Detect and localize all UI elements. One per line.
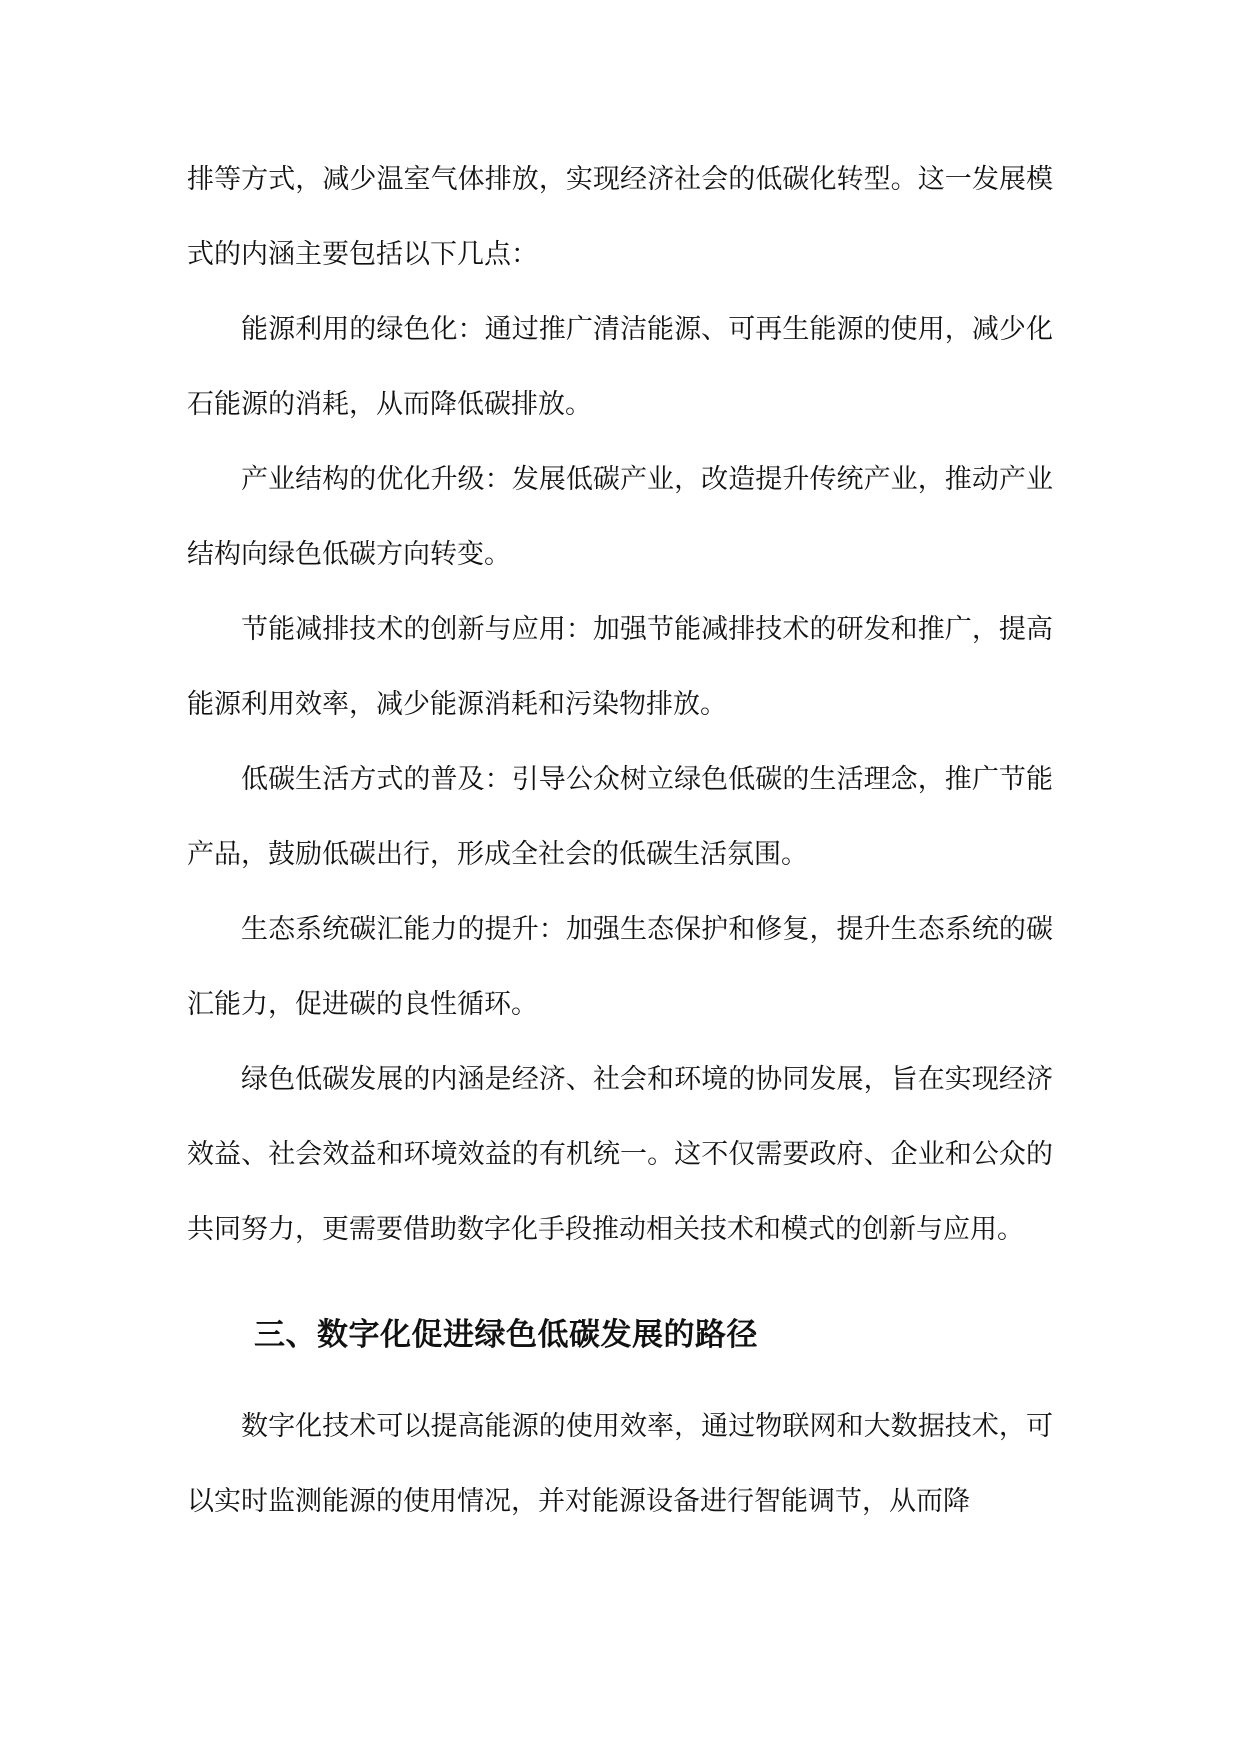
- paragraph-energy-greening: 能源利用的绿色化：通过推广清洁能源、可再生能源的使用，减少化石能源的消耗，从而降低碳排放。: [187, 314, 1053, 420]
- paragraph-summary: 绿色低碳发展的内涵是经济、社会和环境的协同发展，旨在实现经济效益、社会效益和环境效益的有机统一。这不仅需要政府、企业和公众的共同努力，更需要借助数字化手段推动相关技术和模式的创新与应用。: [187, 1064, 1053, 1245]
- document-page: [187, 142, 1053, 1539]
- paragraph-intro-continued: 排等方式，减少温室气体排放，实现经济社会的低碳化转型。这一发展模式的内涵主要包括以下几点：: [187, 164, 1053, 270]
- paragraph-industrial-upgrade: 产业结构的优化升级：发展低碳产业，改造提升传统产业，推动产业结构向绿色低碳方向转变。: [187, 464, 1053, 570]
- paragraph-energy-saving-tech: 节能减排技术的创新与应用：加强节能减排技术的研发和推广，提高能源利用效率，减少能源消耗和污染物排放。: [187, 614, 1053, 720]
- paragraph-carbon-sink: 生态系统碳汇能力的提升：加强生态保护和修复，提升生态系统的碳汇能力，促进碳的良性循环。: [187, 914, 1053, 1020]
- section-heading: 三、数字化促进绿色低碳发展的路径: [254, 1317, 758, 1353]
- paragraph-digital-efficiency: 数字化技术可以提高能源的使用效率，通过物联网和大数据技术，可以实时监测能源的使用情况，并对能源设备进行智能调节，从而降: [187, 1411, 1053, 1517]
- paragraph-low-carbon-lifestyle: 低碳生活方式的普及：引导公众树立绿色低碳的生活理念，推广节能产品，鼓励低碳出行，形成全社会的低碳生活氛围。: [187, 764, 1053, 870]
